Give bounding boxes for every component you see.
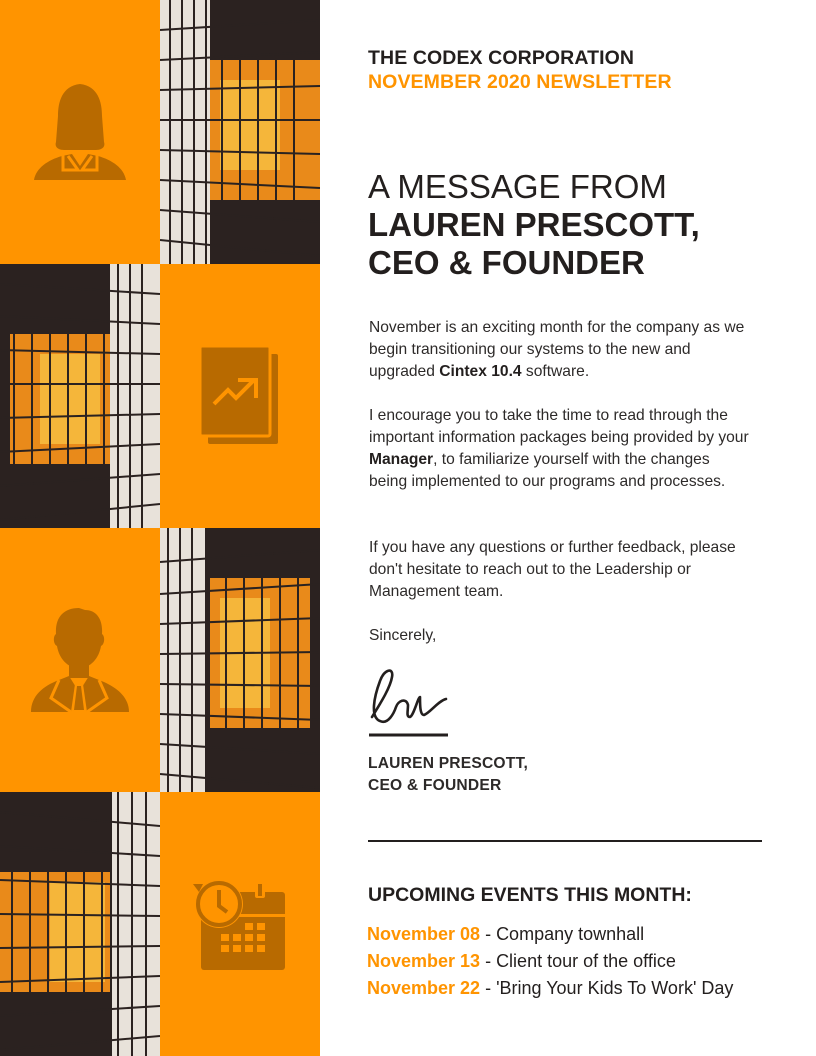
tile-report <box>160 264 320 528</box>
message-heading-line3: CEO & FOUNDER <box>368 244 645 281</box>
building-photo-3 <box>160 528 320 792</box>
newsletter-issue: NOVEMBER 2020 NEWSLETTER <box>368 71 672 93</box>
events-list <box>367 921 733 1002</box>
tile-calendar <box>160 792 320 1056</box>
building-photo-2 <box>0 264 160 528</box>
event-separator: - <box>480 924 497 944</box>
tile-businessman <box>0 528 160 792</box>
event-date: November 22 <box>367 978 481 998</box>
sidebar-tile-grid <box>0 0 320 1056</box>
event-description: 'Bring Your Kids To Work' Day <box>496 978 734 998</box>
report-growth-icon <box>200 346 280 446</box>
event-date: November 13 <box>367 951 481 971</box>
event-date: November 08 <box>367 924 481 944</box>
event-separator: - <box>480 951 497 971</box>
event-item <box>367 921 733 948</box>
event-item <box>367 975 733 1002</box>
signature-image <box>368 667 450 739</box>
events-title: UPCOMING EVENTS THIS MONTH: <box>368 884 692 906</box>
message-paragraph-3: If you have any questions or further feedback, please don't hesitate to reach out to the Leadership or Management team. <box>369 539 736 600</box>
manager-emphasis: Manager <box>369 451 434 468</box>
paragraph-text: , to familiarize yourself with the changes being implemented to our programs and processes. <box>369 451 726 490</box>
message-paragraph-2 <box>369 405 749 493</box>
event-description: Company townhall <box>496 924 645 944</box>
paragraph-text: I encourage you to take the time to read through the important information packages being provided by your <box>369 407 749 446</box>
tile-businesswoman <box>0 0 160 264</box>
businessman-icon <box>29 606 131 714</box>
event-separator: - <box>480 978 497 998</box>
building-photo-4 <box>0 792 160 1056</box>
businesswoman-icon <box>32 82 128 182</box>
paragraph-text: software. <box>521 363 590 380</box>
event-description: Client tour of the office <box>496 951 676 971</box>
company-name: THE CODEX CORPORATION <box>368 47 635 69</box>
section-divider <box>368 840 762 842</box>
message-heading-line2: LAUREN PRESCOTT, <box>368 206 700 243</box>
message-paragraph-1 <box>369 317 749 383</box>
message-heading-line1: A MESSAGE FROM <box>368 168 667 205</box>
closing-salutation: Sincerely, <box>369 627 437 644</box>
calendar-schedule-icon <box>193 878 287 970</box>
paragraph-text: November is an exciting month for the company as we begin transitioning our systems to the new and upgraded <box>369 319 745 380</box>
building-photo-1 <box>160 0 320 264</box>
signer-name <box>368 753 528 797</box>
signer-line1: LAUREN PRESCOTT, <box>368 755 529 772</box>
software-name: Cintex 10.4 <box>439 363 522 380</box>
event-item <box>367 948 733 975</box>
signer-line2: CEO & FOUNDER <box>368 777 502 794</box>
